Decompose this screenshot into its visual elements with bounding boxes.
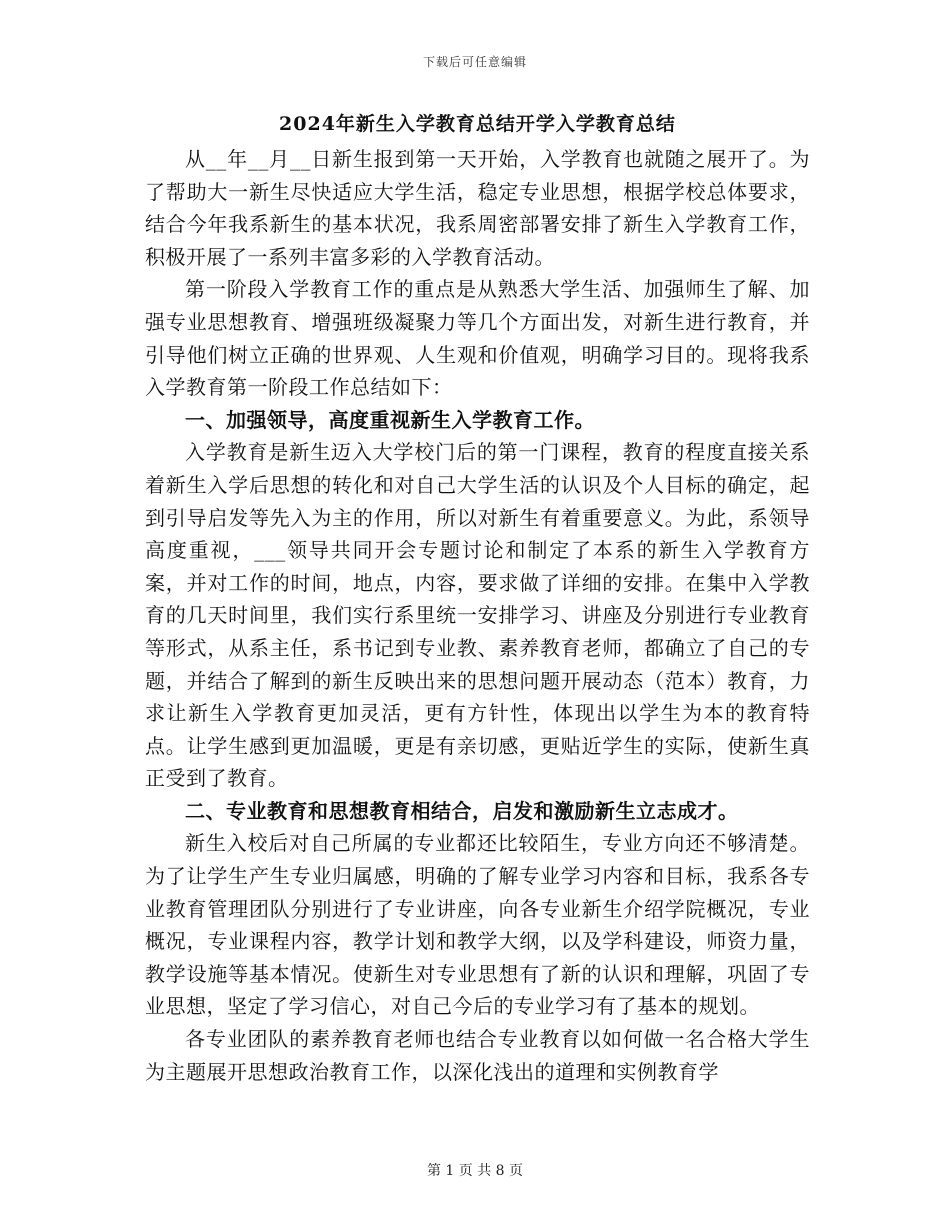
paragraph-stage-one: 第一阶段入学教育工作的重点是从熟悉大学生活、加强师生了解、加强专业思想教育、增强班级凝聚力等几个方面出发，对新生进行教育，并引导他们树立正确的世界观、人生观和价值观，明确学习目的。现将我系入学教育第一阶段工作总结如下：: [145, 277, 810, 400]
paragraph-intro: 从__年__月__日新生报到第一天开始，入学教育也就随之展开了。为了帮助大一新生尽快适应大学生活，稳定专业思想，根据学校总体要求，结合今年我系新生的基本状况，我系周密部署安排了新生入学教育工作，积极开展了一系列丰富多彩的入学教育活动。: [145, 147, 810, 269]
document-title: 2024年新生入学教育总结开学入学教育总结: [279, 113, 676, 135]
section-heading-2: 二、专业教育和思想教育相结合，启发和激励新生立志成才。: [185, 798, 739, 823]
paragraph-section-2: 新生入校后对自己所属的专业都还比较陌生，专业方向还不够清楚。为了让学生产生专业归属感，明确的了解专业学习内容和目标，我系各专业教育管理团队分别进行了专业讲座，向各专业新生介绍学院概况，专业概况，专业课程内容，教学计划和教学大纲，以及学科建设，师资力量，教学设施等基本情况。使新生对专业思想有了新的认识和理解，巩固了专业思想，坚定了学习信心，对自己今后的专业学习有了基本的规划。: [145, 831, 810, 1019]
paragraph-section-2-continued: 各专业团队的素养教育老师也结合专业教育以如何做一名合格大学生为主题展开思想政治教育工作，以深化浅出的道理和实例教育学: [145, 1027, 810, 1084]
page-footer: 第 1 页 共 8 页: [426, 1163, 524, 1179]
page-header-note: 下载后可任意编辑: [422, 55, 527, 69]
section-heading-1: 一、加强领导，高度重视新生入学教育工作。: [185, 407, 595, 432]
document-body: [145, 108, 810, 1088]
paragraph-section-1: 入学教育是新生迈入大学校门后的第一门课程，教育的程度直接关系着新生入学后思想的转化和对自己大学生活的认识及个人目标的确定，起到引导启发等先入为主的作用，所以对新生有着重要意义。为此，系领导高度重视，___领导共同开会专题讨论和制定了本系的新生入学教育方案，并对工作的时间，地点，内容，要求做了详细的安排。在集中入学教育的几天时间里，我们实行系里统一安排学习、讲座及分别进行专业教育等形式，从系主任，系书记到专业教、素养教育老师，都确立了自己的专题，并结合了解到的新生反映出来的思想问题开展动态（范本）教育，力求让新生入学教育更加灵活，更有方针性，体现出以学生为本的教育特点。让学生感到更加温暖，更是有亲切感，更贴近学生的实际，使新生真正受到了教育。: [145, 440, 810, 791]
